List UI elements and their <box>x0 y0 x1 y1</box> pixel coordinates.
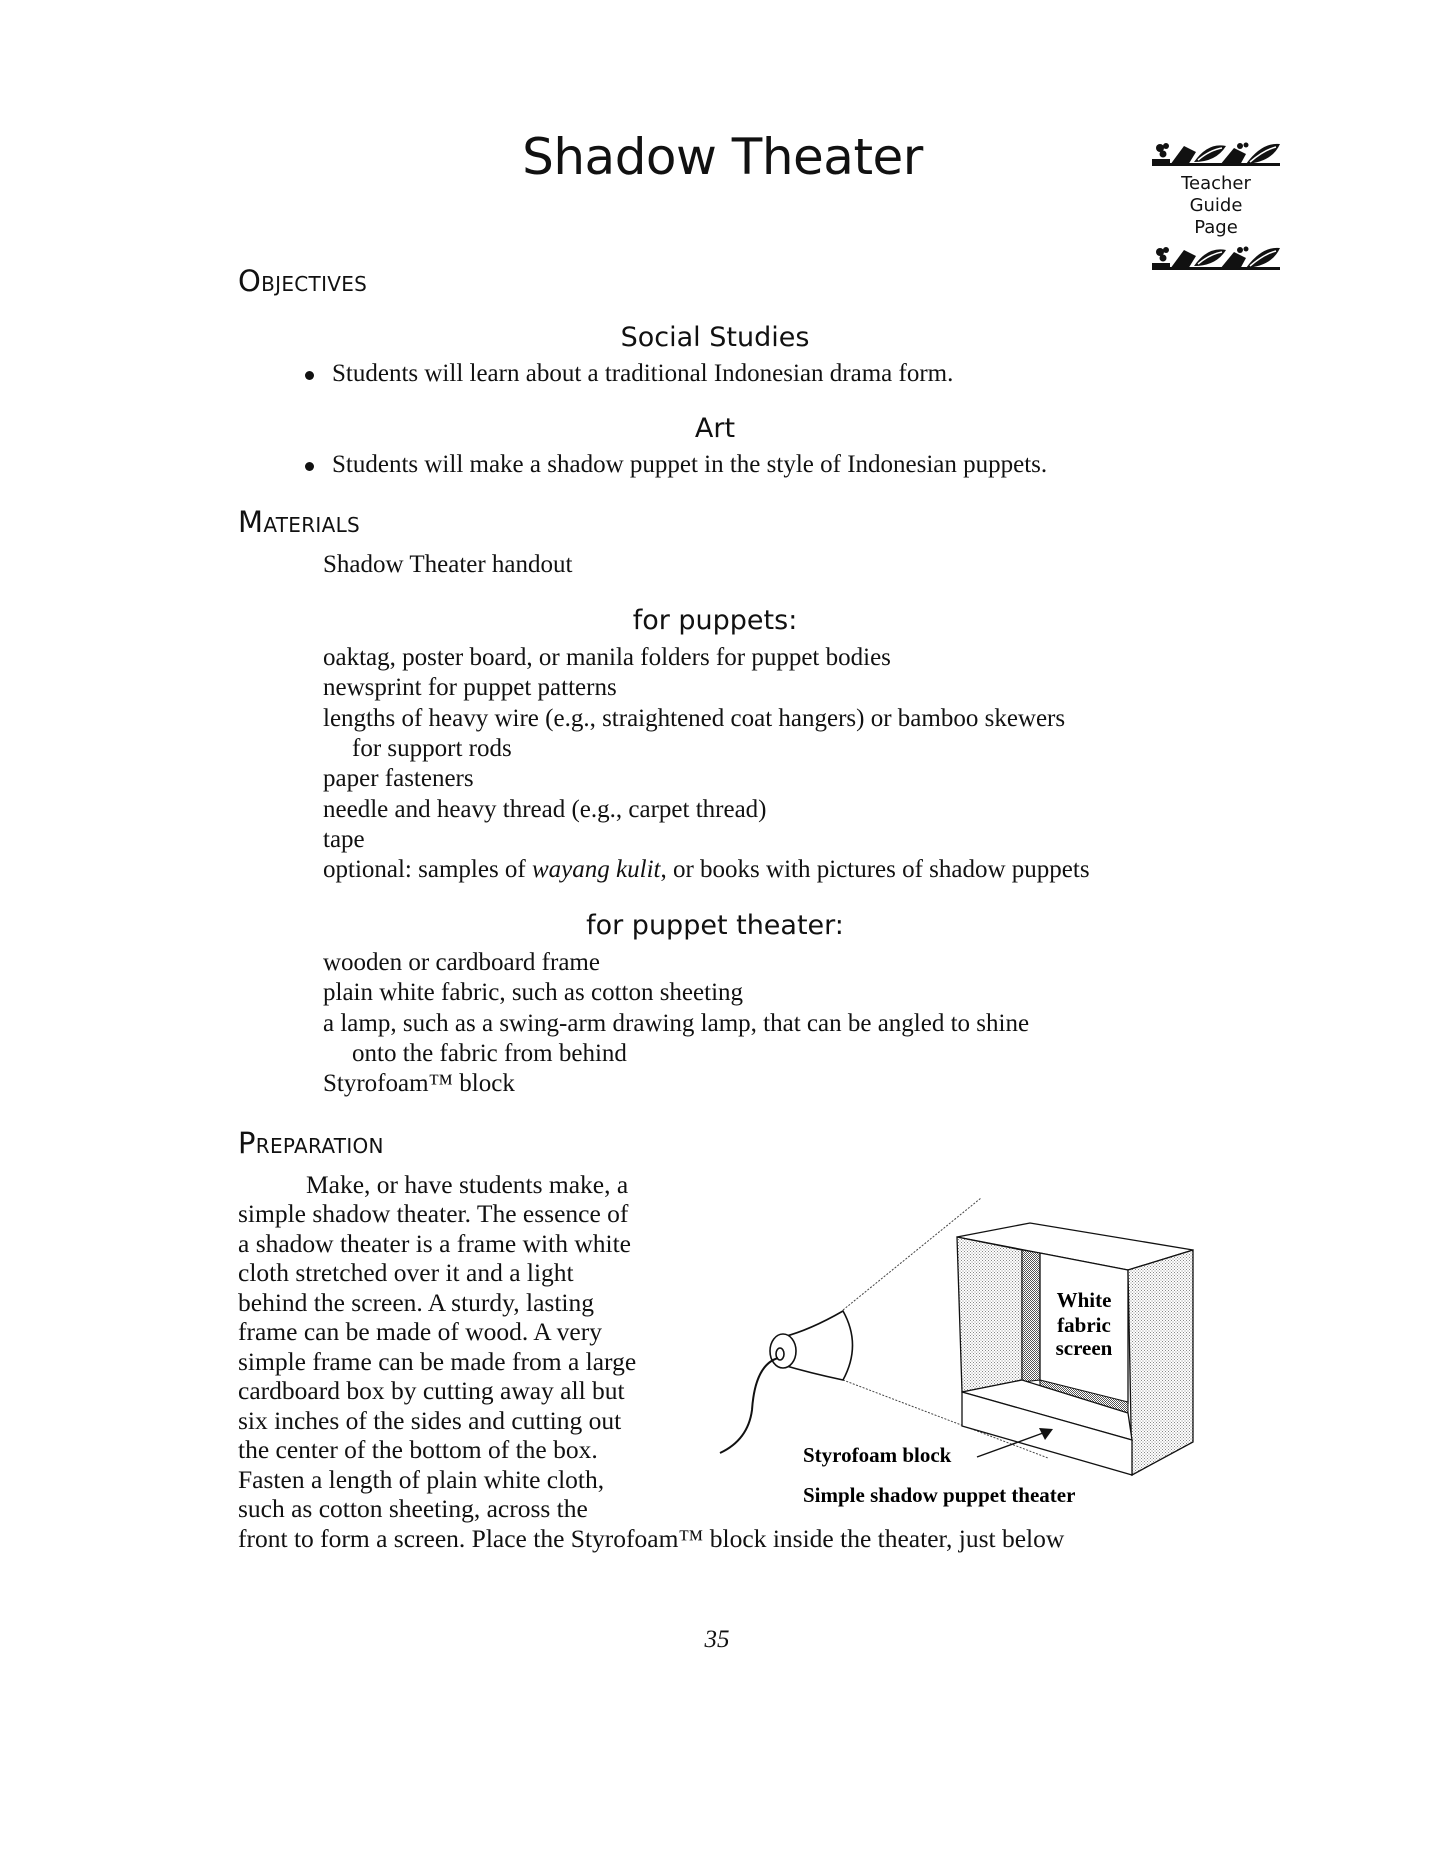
badge-line: Page <box>1194 217 1238 238</box>
preparation-line: front to form a screen. Place the Styrofoam™ block inside the theater, just below <box>238 1524 1065 1553</box>
preparation-line: frame can be made of wood. A very <box>238 1317 602 1346</box>
bullet-icon <box>305 371 314 380</box>
screen-label-line: White <box>1056 1288 1112 1312</box>
optional-suffix: , or books with pictures of shadow puppets <box>660 856 1090 883</box>
screen-label-line: screen <box>1055 1336 1113 1360</box>
materials-heading: Materials <box>238 505 361 539</box>
badge-line: Guide <box>1189 195 1243 216</box>
material-item: needle and heavy thread (e.g., carpet thread) <box>323 796 767 823</box>
theater-subheading: for puppet theater: <box>586 910 844 941</box>
material-item: wooden or cardboard frame <box>323 949 600 976</box>
batik-leaf-border-icon <box>1150 140 1282 166</box>
puppets-subheading: for puppets: <box>632 605 798 636</box>
bullet-icon <box>305 462 314 471</box>
preparation-line: behind the screen. A sturdy, lasting <box>238 1288 594 1317</box>
optional-italic-term: wayang kulit <box>532 856 661 883</box>
preparation-line: six inches of the sides and cutting out <box>238 1406 622 1435</box>
lamp-icon <box>720 1311 853 1453</box>
preparation-line: Make, or have students make, a <box>306 1170 629 1199</box>
preparation-line: cloth stretched over it and a light <box>238 1258 574 1287</box>
objectives-heading: Objectives <box>238 264 368 298</box>
material-item-optional <box>323 855 1090 885</box>
teacher-guide-badge <box>1148 173 1284 239</box>
batik-leaf-border-icon <box>1150 244 1282 270</box>
material-item: a lamp, such as a swing-arm drawing lamp, that can be angled to shine <box>323 1010 1030 1037</box>
styrofoam-block-label: Styrofoam block <box>803 1443 952 1467</box>
materials-handout: Shadow Theater handout <box>323 551 573 578</box>
preparation-line: such as cotton sheeting, across the <box>238 1494 588 1523</box>
material-item: tape <box>323 826 365 853</box>
material-item: newsprint for puppet patterns <box>323 674 617 701</box>
objective-text: Students will learn about a traditional Indonesian drama form. <box>332 360 954 387</box>
preparation-line: Fasten a length of plain white cloth, <box>238 1465 605 1494</box>
material-item: paper fasteners <box>323 765 474 792</box>
material-item-continued: onto the fabric from behind <box>352 1040 627 1067</box>
preparation-line: a shadow theater is a frame with white <box>238 1229 631 1258</box>
shadow-theater-illustration <box>700 1170 1220 1515</box>
badge-line: Teacher <box>1181 173 1251 194</box>
material-item: plain white fabric, such as cotton sheeting <box>323 979 744 1006</box>
screen-label-line: fabric <box>1057 1313 1111 1337</box>
material-item: oaktag, poster board, or manila folders for puppet bodies <box>323 644 891 671</box>
preparation-line: simple frame can be made from a large <box>238 1347 637 1376</box>
preparation-line: cardboard box by cutting away all but <box>238 1376 625 1405</box>
subject-heading-social-studies: Social Studies <box>620 322 810 353</box>
material-item: Styrofoam™ block <box>323 1070 515 1097</box>
optional-prefix: optional: samples of <box>323 856 532 883</box>
page-title: Shadow Theater <box>522 128 923 186</box>
preparation-heading: Preparation <box>238 1126 384 1160</box>
objective-text: Students will make a shadow puppet in the style of Indonesian puppets. <box>332 451 1048 478</box>
objective-item <box>305 451 1047 479</box>
subject-heading-art: Art <box>694 413 736 444</box>
objective-item <box>305 360 953 388</box>
preparation-line: the center of the bottom of the box. <box>238 1435 598 1464</box>
material-item: lengths of heavy wire (e.g., straightened coat hangers) or bamboo skewers <box>323 705 1066 732</box>
figure-caption: Simple shadow puppet theater <box>803 1483 1076 1507</box>
page-number: 35 <box>704 1626 730 1653</box>
material-item-continued: for support rods <box>352 735 512 762</box>
preparation-line: simple shadow theater. The essence of <box>238 1199 629 1228</box>
